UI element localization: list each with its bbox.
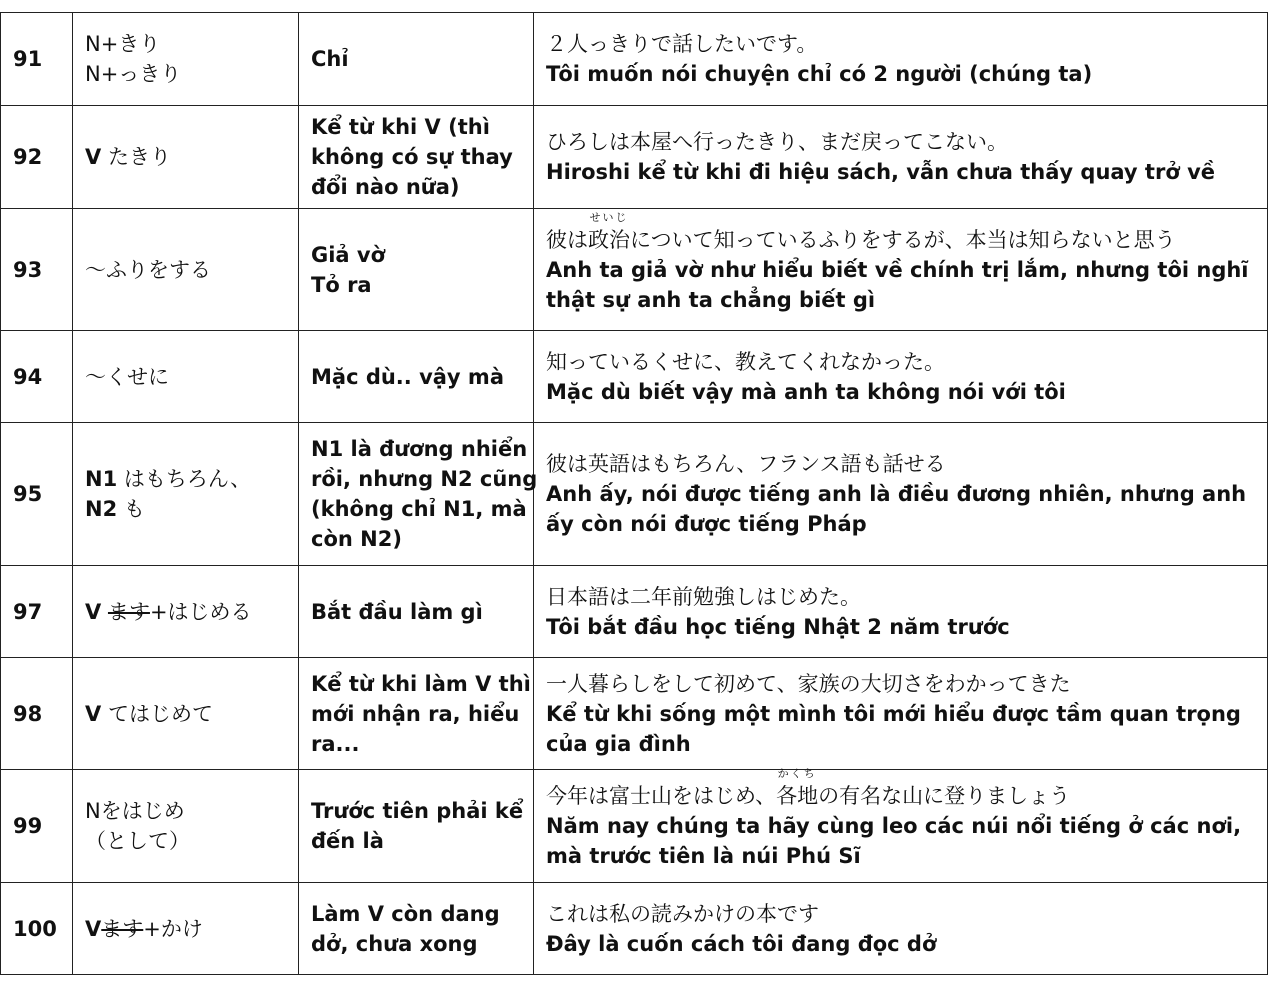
pattern-rest: たきり xyxy=(101,145,171,169)
table-row xyxy=(1,423,1268,566)
table-row xyxy=(1,209,1268,331)
furigana-reading: かくち xyxy=(777,767,817,780)
pattern-line: Nをはじめ xyxy=(85,799,185,823)
example-japanese: 彼は英語はもちろん、フランス語も話せる xyxy=(546,452,946,476)
example xyxy=(534,658,1268,770)
example-japanese: 日本語は二年前勉強しはじめた。 xyxy=(546,584,861,609)
pattern-prefix: N2 xyxy=(85,497,118,521)
pattern-rest: +かけ xyxy=(143,916,203,941)
example-japanese: ２人っきりで話したいです。 xyxy=(546,32,818,56)
pattern-line: N+っきり xyxy=(85,62,182,86)
meaning-line: rồi, nhưng N2 cũng xyxy=(311,467,538,491)
example-vietnamese: Tôi bắt đầu học tiếng Nhật 2 năm trước xyxy=(546,614,1010,639)
example-japanese xyxy=(546,767,1255,811)
furigana-base: 政治 xyxy=(588,227,630,252)
pattern-prefix: V xyxy=(85,599,102,624)
pattern-struck-text: ます xyxy=(107,599,150,624)
table-row xyxy=(1,883,1268,975)
pattern-line xyxy=(85,597,286,627)
example xyxy=(534,209,1268,331)
meaning-line: Chỉ xyxy=(311,47,349,71)
pattern-rest: +はじめる xyxy=(149,599,252,624)
furigana-reading: せいじ xyxy=(589,210,629,224)
example-jp-part: 彼は xyxy=(546,227,588,252)
table-row xyxy=(1,331,1268,423)
meaning-line: Bắt đầu làm gì xyxy=(311,599,483,624)
meaning-line: đổi nào nữa) xyxy=(311,175,460,199)
table-row xyxy=(1,770,1268,883)
example-japanese: 一人暮らしをして初めて、家族の大切さをわかってきた xyxy=(546,671,1071,696)
example xyxy=(534,883,1268,975)
meaning-line: Kể từ khi V (thì xyxy=(311,115,490,139)
meaning-line: không có sự thay xyxy=(311,145,513,169)
example xyxy=(534,767,1268,883)
meaning xyxy=(299,658,534,770)
table-row xyxy=(1,658,1268,770)
row-number: 94 xyxy=(1,331,73,423)
grammar-pattern xyxy=(73,106,299,209)
example xyxy=(534,566,1268,658)
meaning xyxy=(299,331,534,423)
pattern-line: ～くせに xyxy=(85,364,169,389)
pattern-struck-text: ます xyxy=(101,916,144,941)
example-vietnamese: Hiroshi kể từ khi đi hiệu sách, vẫn chưa thấy quay trở về xyxy=(546,160,1215,184)
example-japanese: ひろしは本屋へ行ったきり、まだ戻ってこない。 xyxy=(546,130,1008,154)
meaning-line: Kể từ khi làm V thì xyxy=(311,671,531,696)
meaning-line: N1 là đương nhiển xyxy=(311,437,528,461)
pattern-rest: はもちろん、 xyxy=(117,467,252,491)
pattern-prefix: V xyxy=(85,916,102,941)
meaning-line: Tỏ ra xyxy=(311,272,372,297)
grammar-table xyxy=(0,12,1268,975)
pattern-rest: も xyxy=(117,497,145,521)
pattern-prefix: V xyxy=(85,145,102,169)
grammar-pattern xyxy=(73,331,299,423)
table-row xyxy=(1,566,1268,658)
example xyxy=(534,13,1268,106)
pattern-line: N+きり xyxy=(85,32,161,56)
table-row xyxy=(1,106,1268,209)
example xyxy=(534,331,1268,423)
row-number: 91 xyxy=(1,13,73,106)
meaning-line: còn N2) xyxy=(311,527,402,551)
row-number: 97 xyxy=(1,566,73,658)
grammar-sheet xyxy=(0,12,1267,975)
meaning xyxy=(299,770,534,883)
example-japanese: これは私の読みかけの本です xyxy=(546,901,819,926)
pattern-prefix: V xyxy=(85,701,102,726)
grammar-pattern xyxy=(73,13,299,106)
meaning-line: Trước tiên phải kể xyxy=(311,799,524,823)
example-japanese xyxy=(546,210,1255,255)
row-number: 99 xyxy=(1,770,73,883)
meaning-line: Làm V còn dang xyxy=(311,901,500,926)
furigana-word xyxy=(588,210,630,255)
row-number: 98 xyxy=(1,658,73,770)
row-number: 92 xyxy=(1,106,73,209)
example-vietnamese: Mặc dù biết vậy mà anh ta không nói với tôi xyxy=(546,379,1066,404)
pattern-line: （として） xyxy=(85,829,190,853)
pattern-line xyxy=(85,699,286,729)
meaning xyxy=(299,209,534,331)
grammar-pattern xyxy=(73,658,299,770)
meaning-line: mới nhận ra, hiểu xyxy=(311,701,520,726)
pattern-line: ～ふりをする xyxy=(85,257,211,282)
pattern-line xyxy=(85,914,286,944)
example xyxy=(534,106,1268,209)
meaning-line: Mặc dù.. vậy mà xyxy=(311,364,504,389)
meaning-line: (không chỉ N1, mà xyxy=(311,497,527,521)
example-jp-part: について知っているふりをするが、本当は知らないと思う xyxy=(630,227,1176,252)
row-number: 95 xyxy=(1,423,73,566)
row-number: 93 xyxy=(1,209,73,331)
meaning-line: đến là xyxy=(311,829,384,853)
grammar-pattern xyxy=(73,566,299,658)
example-jp-part: 今年は富士山をはじめ、 xyxy=(546,784,777,808)
table-row xyxy=(1,13,1268,106)
pattern-line xyxy=(85,494,286,524)
example-vietnamese: Năm nay chúng ta hãy cùng leo các núi nổi tiếng ở các nơi, mà trước tiên là núi Phú Sĩ xyxy=(546,814,1242,868)
grammar-pattern xyxy=(73,209,299,331)
example-vietnamese: Tôi muốn nói chuyện chỉ có 2 người (chúng ta) xyxy=(546,62,1093,86)
example-vietnamese: Kể từ khi sống một mình tôi mới hiểu được tầm quan trọng của gia đình xyxy=(546,701,1241,756)
example-vietnamese: Anh ấy, nói được tiếng anh là điều đương nhiên, nhưng anh ấy còn nói được tiếng Pháp xyxy=(546,482,1247,536)
example-jp-part: の有名な山に登りましょう xyxy=(818,784,1071,808)
meaning xyxy=(299,566,534,658)
pattern-line xyxy=(85,142,286,172)
meaning-line: dở, chưa xong xyxy=(311,931,478,956)
example-japanese: 知っているくせに、教えてくれなかった。 xyxy=(546,349,945,374)
furigana-base: 各地 xyxy=(776,784,819,808)
meaning xyxy=(299,423,538,566)
meaning xyxy=(299,13,534,106)
meaning-line: ra... xyxy=(311,731,360,756)
meaning-line: Giả vờ xyxy=(311,242,386,267)
example-vietnamese: Đây là cuốn cách tôi đang đọc dở xyxy=(546,931,937,956)
meaning xyxy=(299,883,534,975)
grammar-pattern xyxy=(73,423,299,566)
pattern-rest: てはじめて xyxy=(101,701,213,726)
grammar-pattern xyxy=(73,883,299,975)
furigana-word xyxy=(776,767,819,811)
grammar-pattern xyxy=(73,770,299,883)
pattern-prefix: N1 xyxy=(85,467,118,491)
row-number: 100 xyxy=(1,883,73,975)
pattern-line xyxy=(85,464,286,494)
example-vietnamese: Anh ta giả vờ như hiểu biết về chính trị lắm, nhưng tôi nghĩ thật sự anh ta chẳng biết gì xyxy=(546,257,1249,312)
example xyxy=(534,423,1268,566)
meaning xyxy=(299,106,534,209)
